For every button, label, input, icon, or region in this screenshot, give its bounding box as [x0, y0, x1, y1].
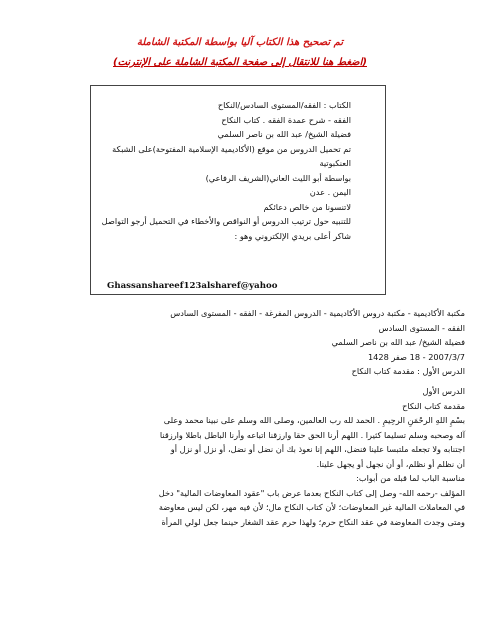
lesson-paragraph-line: أن نظلم أو نظلم، أو أن نجهل أو يجهل علينا.	[316, 458, 465, 469]
shamela-website-link[interactable]: (اضغط هنا للانتقال إلى صفحة المكتبة الشاملة على الإنترنت)	[113, 57, 367, 68]
book-info-lines	[96, 98, 351, 243]
book-info-box	[90, 85, 386, 295]
lesson-paragraph-line: المؤلف -رحمه الله- وصل إلى كتاب النكاح بعدما عرض باب "عقود المعاوضات المالية" دخل	[158, 487, 465, 498]
auto-correction-notice	[0, 36, 480, 70]
lesson-paragraph-line: ومتى وجدت المعاوضة في عقد النكاح حرم؛ ولهذا حرم عقد الشغار حينما جعل لولي المرأة	[161, 516, 465, 527]
level-line: الفقه - المستوى السادس	[378, 322, 465, 333]
book-source-line: تم تحميل الدروس من موقع (الأكاديمية الإسلامية المفتوحة)على الشبكة	[112, 143, 351, 154]
lesson-paragraph-line: آله وصحبه وسلم تسليما كثيرا . اللهم أرنا الحق حقا وارزقنا اتباعه وأرنا الباطل باطلا وارزقنا	[159, 429, 465, 440]
contact-email: Ghassanshareef123alsharef@yahoo	[107, 281, 278, 291]
date-line: 2007/3/7 - 18 صفر 1428	[367, 351, 465, 362]
book-contact-line: للتنبيه حول ترتيب الدروس أو النواقص والأخطاء في التحميل أرجو التواصل	[101, 216, 351, 226]
lesson-paragraph-line: بسْمِ اللهِ الرحْمَنِ الرحِيمِ . الحمد لله رب العالمين، وصلى الله وسلم على نبينا محمد وعلى	[163, 415, 465, 425]
lesson-subheading: مقدمة كتاب النكاح	[402, 400, 465, 411]
book-subject-line: الفقه - شرح عمدة الفقه . كتاب النكاح	[221, 114, 351, 125]
book-title-line: الكتاب : الفقه/المستوى السادس/النكاح	[217, 100, 351, 110]
lesson-paragraph-line: في المعاملات المالية غير المعاوضات؛ لأن كتاب النكاح مال؛ لأن فيه مهر، لكن ليس معاوضة	[158, 502, 465, 512]
notice-text: تم تصحيح هذا الكتاب آليا بواسطة المكتبة الشاملة	[136, 37, 344, 48]
section-heading: مناسبة الباب لما قبله من أبواب:	[356, 473, 465, 483]
book-author-line: فضيلة الشيخ/ عبد الله بن ناصر السلمي	[217, 129, 351, 139]
lesson-paragraph-line: اجتنابه ولا تجعله ملتبسا علينا فنضل، اللهم إنا نعوذ بك أن نضل أو نضل، أو نزل أو نزل أو	[170, 444, 465, 454]
book-source-line-cont: العنكبوتية	[319, 158, 351, 168]
book-dua-line: لاتنسونا من خالص دعائكم	[263, 201, 351, 212]
lesson-heading: الدرس الأول	[422, 386, 465, 396]
lesson-content	[13, 384, 465, 529]
breadcrumb-line: مكتبة الأكاديمية - مكتبة دروس الأكاديمية - الدروس المفرغة - الفقه - المستوى السادس	[170, 308, 465, 318]
book-email-label-line: شاكر أعلى بريدي الإلكتروني وهو :	[234, 230, 351, 241]
lesson-ref-line: الدرس الأول : مقدمة كتاب النكاح	[351, 366, 465, 376]
document-meta	[13, 306, 465, 379]
sheikh-line: فضيلة الشيخ/ عبد الله بن ناصر السلمي	[331, 337, 465, 347]
book-uploader-line: بواسطة أبو الليث العاني(الشريف الرفاعي)	[205, 172, 351, 183]
book-location-line: اليمن . عدن	[309, 187, 351, 197]
